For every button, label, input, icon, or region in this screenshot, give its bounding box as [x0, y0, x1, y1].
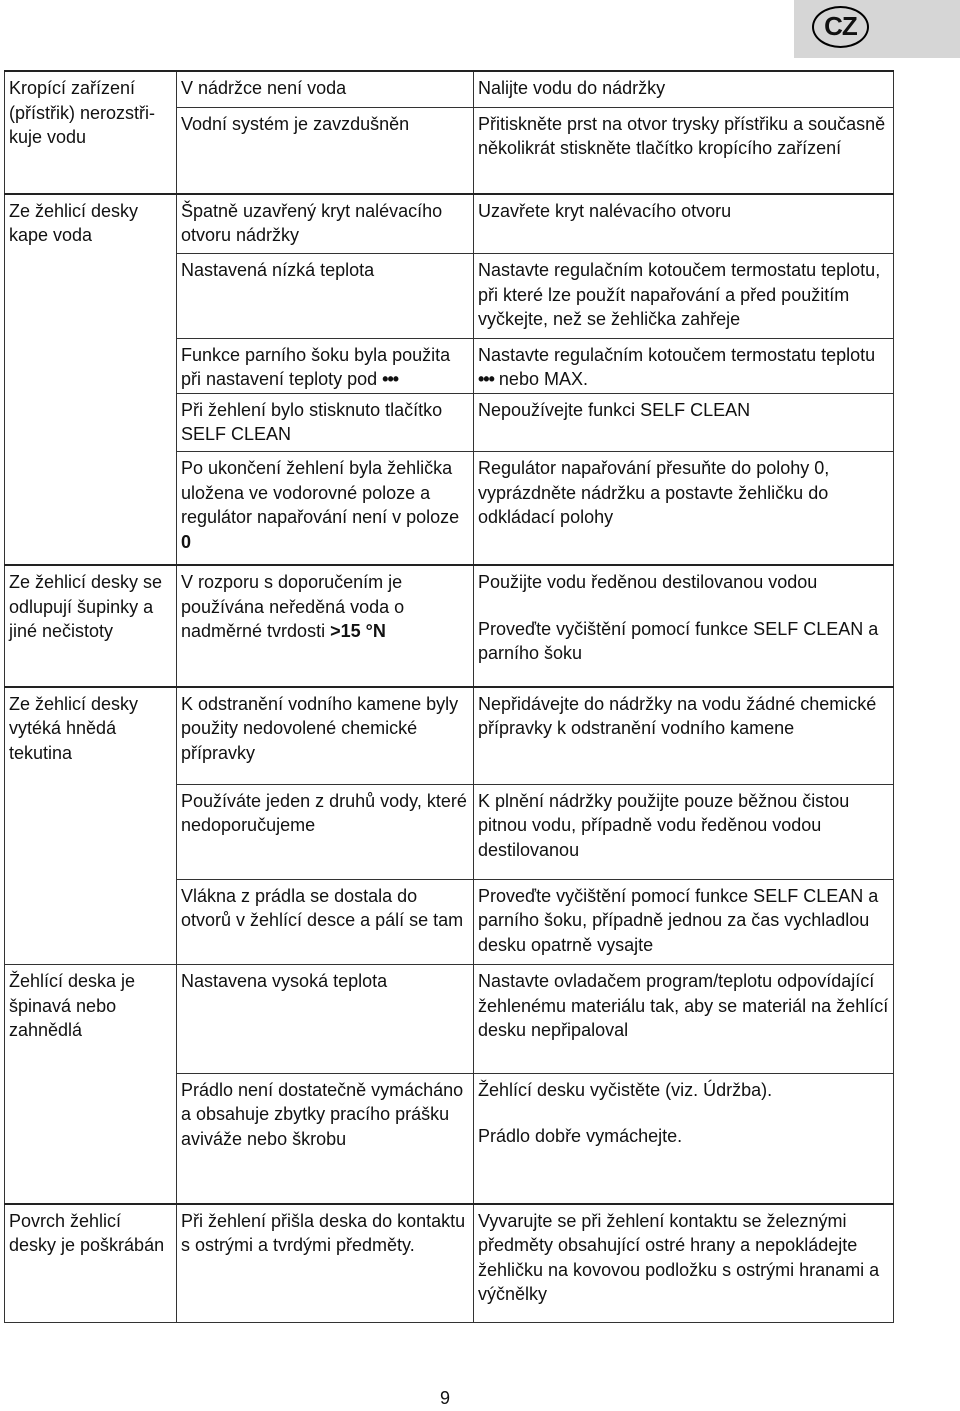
solution-cell: Žehlící desku vyčistěte (viz. Údržba). Prádlo dobře vymáchejte. [474, 1073, 894, 1204]
solution-cell: Nastavte ovladačem program/teplotu odpovídající žehlenému materiálu tak, aby se materiál na žehlící desku nepřipaloval [474, 965, 894, 1073]
solution-cell: Použijte vodu ředěnou destilovanou vodou Proveďte vyčištění pomocí funkce SELF CLEAN a parního šoku [474, 565, 894, 687]
solution-cell: Přitiskněte prst na otvor trysky přístřiku a současně několikrát stiskněte tlačítko kropícího zařízení [474, 107, 894, 193]
cause-cell: Vodní systém je zavzdušněn [177, 107, 474, 193]
solution-cell: Uzavřete kryt nalévacího otvoru [474, 194, 894, 254]
solution-cell: Vyvarujte se při žehlení kontaktu se železnými předměty obsahující ostré hrany a nepokládejte žehličku na kovovou podložku s ostrými hranami a výčnělky [474, 1204, 894, 1323]
page-number: 9 [439, 1388, 450, 1408]
cause-cell: Používáte jeden z druhů vody, které nedoporučujeme [177, 784, 474, 879]
temperature-dots-icon: ••• [382, 369, 399, 390]
cause-cell: K odstranění vodního kamene byly použity nedovolené chemické přípravky [177, 687, 474, 784]
solution-cell: K plnění nádržky použijte pouze běžnou čistou pitnou vodu, případně vodu ředěnou vodou destilovanou [474, 784, 894, 879]
cause-cell: Funkce parního šoku byla použita při nastavení teploty pod ••• [177, 338, 474, 393]
cause-cell: Prádlo není dostatečně vymácháno a obsahuje zbytky pracího prášku aviváže nebo škrobu [177, 1073, 474, 1204]
solution-cell: Nastavte regulačním kotoučem termostatu teplotu, při které lze použít napařování a před použitím vyčkejte, než se žehlička zahřeje [474, 254, 894, 338]
cause-cell: V nádržce není voda [177, 71, 474, 107]
troubleshooting-table [4, 70, 894, 1323]
table-row [5, 687, 894, 784]
cause-cell: Nastavena vysoká teplota [177, 965, 474, 1073]
cause-cell: Nastavená nízká teplota [177, 254, 474, 338]
table-row [5, 194, 894, 254]
cause-cell: Při žehlení bylo stisknuto tlačítko SELF CLEAN [177, 393, 474, 451]
problem-cell: Kropící zařízení (přístřik) nerozstři- kuje vodu [5, 71, 177, 194]
cause-cell: Při žehlení přišla deska do kontaktu s ostrými a tvrdými předměty. [177, 1204, 474, 1323]
solution-cell: Nepřidávejte do nádržky na vodu žádné chemické přípravky k odstranění vodního kamene [474, 687, 894, 784]
language-badge: CZ [812, 6, 869, 48]
problem-cell: Žehlící deska je špinavá nebo zahnědlá [5, 965, 177, 1204]
table-row [5, 71, 894, 107]
table-row [5, 965, 894, 1073]
cause-cell: V rozporu s doporučením je používána neředěná voda o nadměrné tvrdosti >15 °N [177, 565, 474, 687]
cause-cell: Vlákna z prádla se dostala do otvorů v žehlící desce a pálí se tam [177, 879, 474, 964]
cause-cell: Špatně uzavřený kryt nalévacího otvoru nádržky [177, 194, 474, 254]
problem-cell: Ze žehlicí desky se odlupují šupinky a jiné nečistoty [5, 565, 177, 687]
cause-cell: Po ukončení žehlení byla žehlička uložena ve vodorovné poloze a regulátor napařování není v poloze 0 [177, 452, 474, 565]
temperature-dots-icon: ••• [478, 369, 494, 390]
solution-cell: Proveďte vyčištění pomocí funkce SELF CLEAN a parního šoku, případně jednou za čas vychladlou desku opatrně vysajte [474, 879, 894, 964]
solution-cell: Regulátor napařování přesuňte do polohy 0, vyprázdněte nádržku a postavte žehličku do odkládací polohy [474, 452, 894, 565]
table-row [5, 1204, 894, 1323]
problem-cell: Ze žehlicí desky kape voda [5, 194, 177, 566]
solution-cell: Nalijte vodu do nádržky [474, 71, 894, 107]
solution-cell: Nastavte regulačním kotoučem termostatu teplotu ••• nebo MAX. [474, 338, 894, 393]
solution-cell: Nepoužívejte funkci SELF CLEAN [474, 393, 894, 451]
problem-cell: Ze žehlicí desky vytéká hnědá tekutina [5, 687, 177, 965]
table-row [5, 565, 894, 687]
problem-cell: Povrch žehlicí desky je poškrábán [5, 1204, 177, 1323]
